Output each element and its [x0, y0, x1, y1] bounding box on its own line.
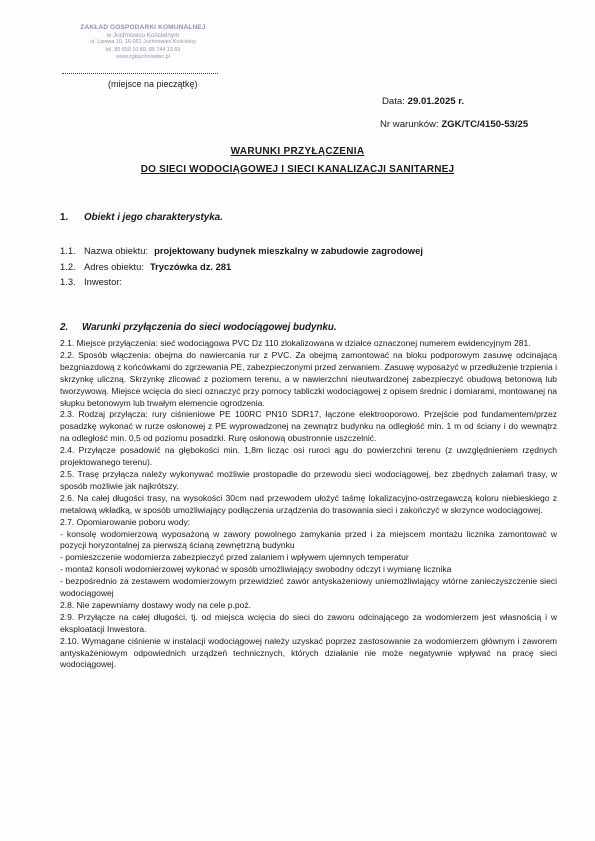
paragraph-2-9: 2.9. Przyłącze na całej długości, tj. od miejsca wcięcia do sieci do zaworu odcinającego za wodomierzem jest własnością i w eksploatacji Inwestora. — [60, 611, 557, 634]
date-label: Data: — [382, 96, 408, 107]
paragraph-2-4: 2.4. Przyłącze posadowić na głębokości min. 1,8m licząc osi ruroci ągu do powierzchni terenu (z uwzględnieniem rzędnych projektowanego terenu). — [60, 445, 557, 468]
item-value: Tryczówka dz. 281 — [149, 261, 232, 272]
section-1-heading — [60, 212, 223, 223]
paragraph-2-5: 2.5. Trasę przyłącza należy wykonywać możliwie prostopadle do przewodu sieci wodociągowej, bez zbędnych załamań trasy, w sposób możliwie jak najkrótszy. — [60, 468, 557, 491]
document-date — [382, 96, 464, 107]
date-value: 29.01.2025 r. — [407, 96, 465, 107]
number-label: Nr warunków: — [380, 119, 442, 130]
document-subtitle: DO SIECI WODOCIĄGOWEJ I SIECI KANALIZACJI SANITARNEJ — [140, 164, 455, 175]
paragraph-2-10: 2.10. Wymagane ciśnienie w instalacji wodociągowej należy uzyskać poprzez zastosowanie za wodomierzem głównym i zaworem antyskażeniowym odpowiednich urządzeń technicznych, których działanie nie może negatywnie wpływać na pracę sieci wodociągowej. — [60, 635, 557, 670]
section-2-number: 2. — [60, 322, 69, 333]
stamp-caption: (miejsce na pieczątkę) — [108, 79, 198, 89]
object-address-row — [60, 261, 231, 272]
paragraph-2-6: 2.6. Na całej długości trasy, na wysokości 30cm nad przewodem ułożyć taśmę lokalizacyjno-ostrzegawczą koloru niebieskiego z metalową wkładką, w sposób umożliwiający podłączenia urządzenia do trasowania sieci i zakończyć w skrzynce wodociągowej. — [60, 492, 557, 515]
item-number: 1.1. — [60, 245, 76, 256]
section-2-title: Warunki przyłączenia do sieci wodociągowej budynku. — [82, 322, 337, 333]
section-1-number: 1. — [60, 212, 69, 223]
list-item-room: - pomieszczenie wodomierza zabezpieczyć przed zalaniem i wpływem ujemnych temperatur — [60, 552, 409, 563]
paragraph-2-3: 2.3. Rodzaj przyłącza: rury ciśnieniowe PE 100RC PN10 SDR17, łączone elektrooporowo. Przejście pod fundamentem/przez posadzkę wykonać w rurze osłonowej z PE wyprowadzonej na zewnątrz budynku na odległość min. 1 m od ściany i do wewnątrz na odległość min. 0,5 od poziomu posadzki. Rurę osłonową obustronnie uszczelnić. — [60, 409, 557, 444]
document-title: WARUNKI PRZYŁĄCZENIA — [230, 146, 365, 157]
item-label: Inwestor: — [84, 276, 123, 287]
item-number: 1.2. — [60, 261, 76, 272]
stamp-locality: w Juchnowcu Kościelnym — [106, 31, 180, 39]
section-2-heading — [60, 322, 337, 333]
stamp-dotted-line — [62, 73, 218, 74]
paragraph-2-1: 2.1. Miejsce przyłączenia: sieć wodociągowa PVC Dz 110 zlokalizowana w działce oznaczonej numerem ewidencyjnym 281. — [60, 338, 531, 348]
stamp-address: ul. Lipowa 10, 16-061 Juchnowiec Kościelny — [90, 39, 196, 46]
company-stamp — [68, 24, 218, 62]
item-value: projektowany budynek mieszkalny w zabudowie zagrodowej — [154, 245, 423, 256]
item-number: 1.3. — [60, 276, 76, 287]
paragraph-2-2: 2.2. Sposób włączenia: obejma do nawiercania rur z PVC. Za obejmą zamontować na bloku podporowym zasuwę odcinającą bezgniazdową z końcówkami do zgrzewania PE, zabezpieczonymi przed zerwaniem. Zasuwę wyposażyć w przedłużenie trzpienia i skrzynkę uliczną. Skrzynkę zlicować z poziomem terenu, a w nawierzchni nieutwardzonej zabezpieczyć obudową betonową lub tworzywową. Miejsce wcięcia do sieci oznaczyć przy pomocy tabliczki wodociągowej z opisem średnic i domiarami, montowanej na słupku betonowym lub trwałym elemencie ogrodzenia. — [60, 349, 557, 408]
investor-row — [60, 276, 128, 287]
object-name-row — [60, 245, 423, 256]
stamp-website: www.zgkjuchnowiec.pl — [116, 54, 170, 61]
paragraph-2-8: 2.8. Nie zapewniamy dostawy wody na cele p.poż. — [60, 599, 251, 610]
section-1-title: Obiekt i jego charakterystyka. — [84, 212, 223, 223]
list-item-console: - konsolę wodomierzową wyposażoną w zawory powolnego zamykania przed i za miejscem montażu licznika zamontować w pozycji horyzontalnej za pierwszą ścianą zewnętrzną budynku — [60, 528, 557, 551]
document-number — [380, 119, 528, 130]
stamp-phone: tel. 85 650 10 89, 85 744 13 69 — [105, 46, 181, 53]
stamp-company-name: ZAKŁAD GOSPODARKI KOMUNALNEJ — [80, 24, 206, 31]
number-value: ZGK/TC/4150-53/25 — [441, 119, 529, 130]
item-label: Adres obiektu: — [84, 261, 144, 272]
section-2-body — [60, 338, 557, 671]
list-item-valve: - bezpośrednio za zestawem wodomierzowym przewidzieć zawór antyskażeniowy uniemożliwiający wtórne zanieczyszczenie sieci wodociągowej — [60, 576, 557, 599]
paragraph-2-7: 2.7. Opomiarowanie poboru wody: — [60, 516, 191, 527]
item-label: Nazwa obiektu: — [84, 245, 149, 256]
list-item-mounting: - montaż konsoli wodomierzowej wykonać w sposób umożliwiający swobodny odczyt i wymianę licznika — [60, 564, 452, 575]
